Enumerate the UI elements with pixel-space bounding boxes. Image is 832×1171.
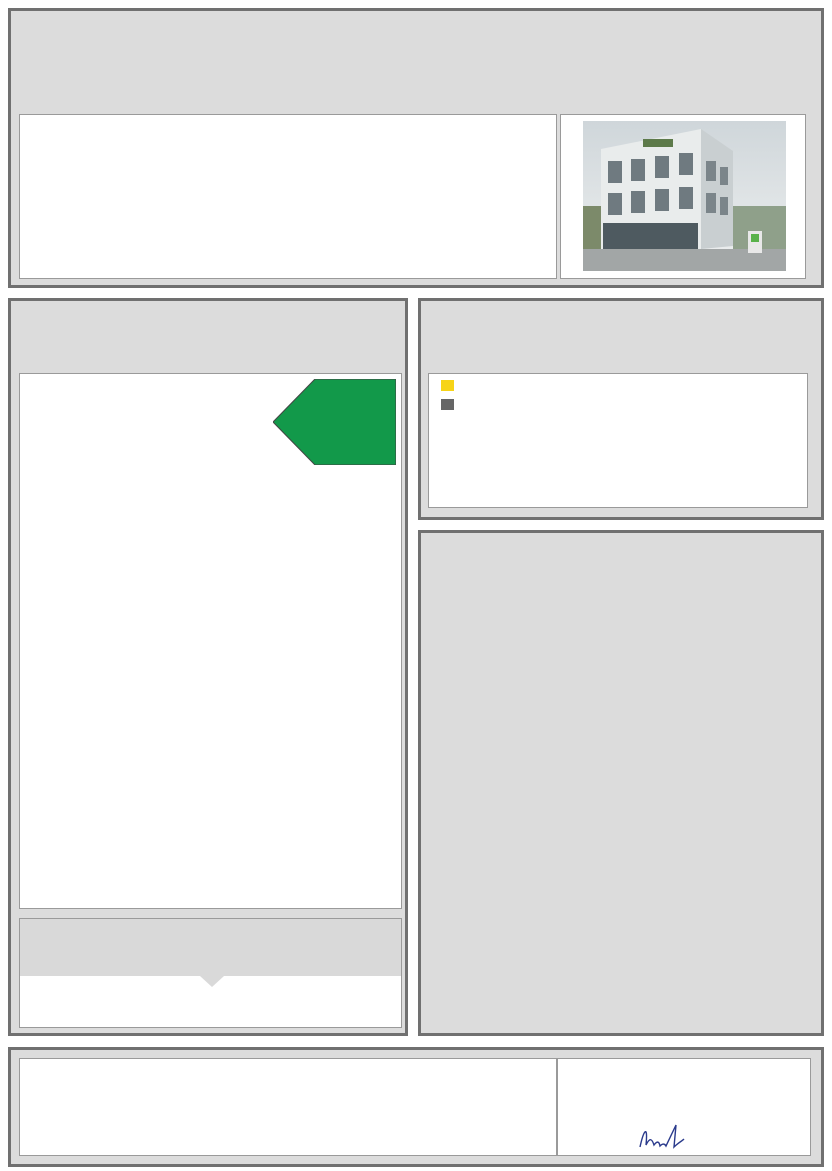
footer-panel: [8, 1047, 824, 1167]
classification-scale: [19, 373, 402, 909]
result-arrow: [273, 379, 396, 465]
signature: [632, 1117, 692, 1157]
distribution-chart-box: [428, 373, 808, 508]
legend-item-environment: [441, 380, 462, 391]
requirement-header: [20, 919, 401, 976]
distribution-panel: [418, 298, 824, 520]
legend-item-electricity: [441, 399, 462, 410]
pie-chart: [669, 374, 809, 509]
legend-swatch-electricity: [441, 399, 454, 410]
building-photo: [583, 121, 786, 271]
header-panel: [8, 8, 824, 288]
building-photo-frame: [560, 114, 806, 279]
requirement-box: [19, 918, 402, 1028]
legend-swatch-environment: [441, 380, 454, 391]
requirement-pointer: [200, 976, 224, 988]
footer-left-box: [19, 1058, 557, 1156]
indicators-panel: [418, 530, 824, 1036]
info-box: [19, 114, 557, 279]
classification-panel: [8, 298, 408, 1036]
footer-right-box: [557, 1058, 811, 1156]
